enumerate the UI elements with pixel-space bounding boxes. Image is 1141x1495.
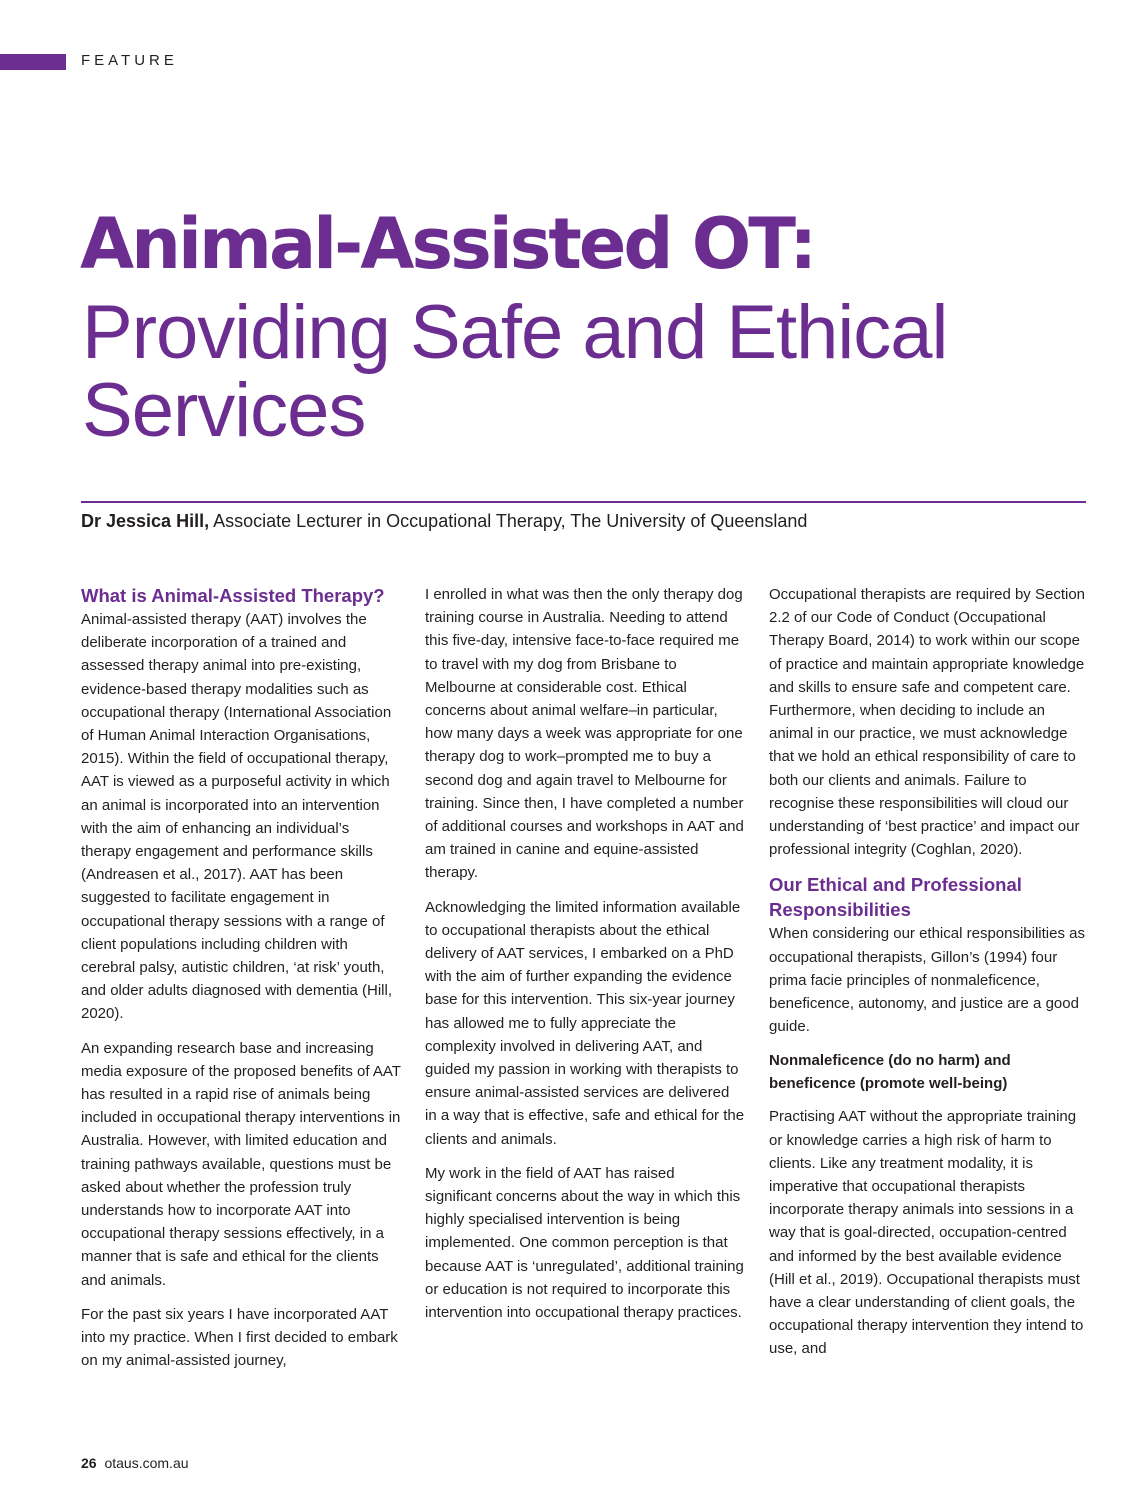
author-affiliation: Associate Lecturer in Occupational Therapy, The University of Queensland bbox=[209, 511, 808, 531]
paragraph: Animal-assisted therapy (AAT) involves the deliberate incorporation of a trained and assessed therapy animal into pre-existing, evidence-based therapy modalities such as occupational therapy (International Association of Human Animal Interaction Organisations, 2015). Within the field of occupational therapy, AAT is viewed as a purposeful activity in which an animal is incorporated into an intervention with the aim of enhancing an individual’s therapy engagement and performance skills (Andreasen et al., 2017). AAT has been suggested to facilitate engagement in occupational therapy sessions with a range of client populations including children with cerebral palsy, autistic children, ‘at risk’ youth, and older adults diagnosed with dementia (Hill, 2020). bbox=[81, 611, 393, 1023]
paragraph: An expanding research base and increasing media exposure of the proposed benefits of AAT has resulted in a rapid rise of animals being included in occupational therapy interventions in Australia. However, with limited education and training pathways available, questions must be asked about whether the profession truly understands how to incorporate AAT into occupational therapy sessions effectively, in a manner that is safe and ethical for the clients and animals. bbox=[81, 1039, 401, 1289]
page-number: 26 bbox=[81, 1455, 97, 1471]
headline-bold: Animal-Assisted OT: bbox=[80, 203, 815, 285]
author-name: Dr Jessica Hill, bbox=[81, 511, 210, 531]
subsection-heading: Nonmaleficence (do no harm) and beneficence (promote well-being) bbox=[769, 1052, 1011, 1093]
paragraph: Practising AAT without the appropriate training or knowledge carries a high risk of harm to clients. Like any treatment modality, it is imperative that occupational therapists incorporate therapy animals into sessions in a way that is goal-directed, occupation-centred and informed by the best available evidence (Hill et al., 2019). Occupational therapists must have a clear understanding of client goals, the occupational therapy intervention they intend to use, and bbox=[769, 1108, 1084, 1358]
paragraph: I enrolled in what was then the only therapy dog training course in Australia. Needing to attend this five-day, intensive face-to-face required me to travel with my dog from Brisbane to Melbourne at considerable cost. Ethical concerns about animal welfare–in particular, how many days a week was appropriate for one therapy dog to work–prompted me to buy a second dog and again travel to Melbourne for training. Since then, I have completed a number of additional courses and workshops in AAT and am trained in canine and equine-assisted therapy. bbox=[425, 586, 744, 882]
byline bbox=[81, 509, 807, 533]
paragraph: For the past six years I have incorporated AAT into my practice. When I first decided to embark on my animal-assisted journey, bbox=[81, 1305, 398, 1370]
page-footer bbox=[81, 1455, 189, 1471]
paragraph: Occupational therapists are required by Section 2.2 of our Code of Conduct (Occupational Therapy Board, 2014) to work within our scope of practice and maintain appropriate knowledge and skills to ensure safe and competent care. Furthermore, when deciding to include an animal in our practice, we must acknowledge that we hold an ethical responsibility of care to both our clients and animals. Failure to recognise these responsibilities will cloud our understanding of ‘best practice’ and impact our professional integrity (Coghlan, 2020). bbox=[769, 586, 1086, 859]
paragraph: My work in the field of AAT has raised significant concerns about the way in which this highly specialised intervention is being implemented. One common perception is that because AAT is ‘unregulated’, additional training or education is not required to incorporate this intervention into occupational therapy practices. bbox=[425, 1164, 744, 1322]
article-column-1 bbox=[81, 583, 403, 1384]
divider-rule bbox=[81, 501, 1086, 503]
paragraph: When considering our ethical responsibilities as occupational therapists, Gillon’s (1994) four prima facie principles of nonmaleficence, beneficence, autonomy, and justice are a good guide. bbox=[769, 925, 1085, 1036]
article-column-3 bbox=[769, 583, 1089, 1372]
section-marker-bar bbox=[0, 54, 66, 70]
footer-site: otaus.com.au bbox=[104, 1455, 189, 1471]
article-column-2 bbox=[425, 583, 745, 1335]
section-heading: Our Ethical and Professional Responsibilities bbox=[769, 874, 1022, 921]
paragraph: Acknowledging the limited information available to occupational therapists about the ethical delivery of AAT services, I embarked on a PhD with the aim of further expanding the evidence base for this intervention. This six-year journey has allowed me to fully appreciate the complexity involved in delivering AAT, and guided my passion in working with therapists to ensure animal-assisted services are delivered in a way that is effective, safe and ethical for the clients and animals. bbox=[425, 898, 745, 1148]
headline-subtitle: Providing Safe and Ethical Services bbox=[82, 290, 948, 453]
section-label: FEATURE bbox=[81, 52, 178, 69]
section-heading: What is Animal-Assisted Therapy? bbox=[81, 585, 385, 606]
